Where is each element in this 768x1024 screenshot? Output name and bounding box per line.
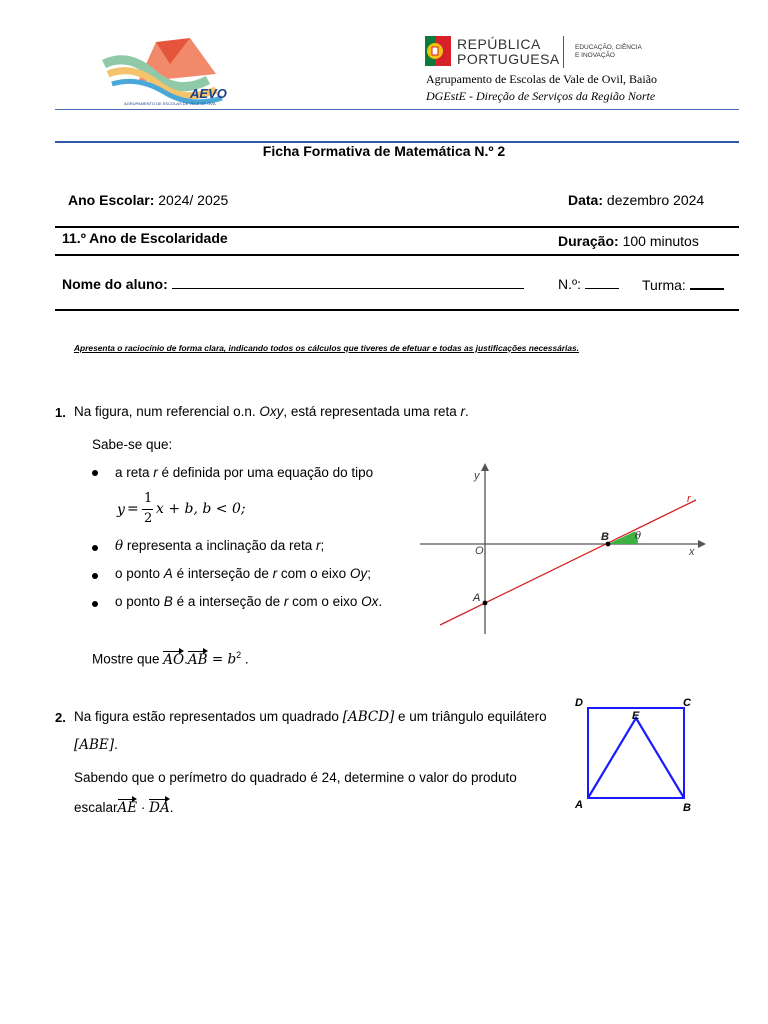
dot-op: . (184, 651, 188, 667)
q2-line-2 (74, 737, 118, 753)
b1-b: é definida por uma equação do tipo (157, 465, 374, 480)
q1-oxy: Oxy (259, 404, 284, 419)
republica-line1: REPÚBLICA (457, 36, 541, 52)
eq-denominator: 2 (144, 511, 153, 526)
q2-text-c: . (114, 737, 118, 752)
q2-abe: [ABE] (74, 737, 115, 753)
theta-angle (608, 531, 638, 544)
ano-escolar (68, 192, 228, 208)
b3-c: com o eixo (277, 566, 350, 581)
y-axis-label: y (474, 470, 480, 482)
aevo-logo-subtext: AGRUPAMENTO DE ESCOLAS DE VALE DE OVIL (124, 101, 217, 106)
q2-line-3: Sabendo que o perímetro do quadrado é 24, determine o valor do produto (74, 770, 517, 785)
numero-field[interactable] (558, 274, 619, 292)
data-value: dezembro 2024 (606, 192, 705, 208)
eq-numerator: 1 (144, 491, 153, 506)
b2-end: ; (320, 538, 325, 553)
vector-da: DA (149, 800, 170, 816)
vertex-e-label: E (632, 710, 640, 722)
republica-line2: PORTUGUESA (457, 51, 560, 67)
q2-text-a: Na figura estão representados um quadrado (74, 709, 343, 724)
dgeste-line: DGEstE - Direção de Serviços da Região Norte (426, 89, 656, 103)
point-a (483, 601, 488, 606)
turma-label: Turma: (642, 277, 686, 293)
header-divider (563, 36, 564, 68)
ano-escolar-label: Ano Escolar: (68, 192, 155, 208)
b1-r: r (153, 465, 158, 480)
y-axis-arrow (481, 463, 489, 471)
school-line: Agrupamento de Escolas de Vale de Ovil, Baião (426, 72, 658, 86)
vertex-c-label: C (683, 697, 691, 709)
q1-intro-text-2: , está representada uma reta (283, 404, 461, 419)
mostre-text: Mostre que (92, 651, 164, 667)
mostre-end: . (241, 651, 249, 667)
q1-mostre (92, 650, 249, 668)
b3-d: ; (367, 566, 371, 581)
data-field (568, 192, 704, 208)
b4-r: r (283, 594, 289, 609)
q1-bullet-4 (115, 594, 382, 609)
equals-b: = b (207, 651, 237, 668)
eq-rest: x + b, b < 0; (156, 501, 246, 517)
b4-b: é a interseção de (172, 594, 284, 609)
portugal-emblem (425, 36, 451, 66)
q1-intro (74, 404, 469, 419)
q1-bullet-2 (115, 538, 324, 554)
ano-escolar-value: 2024/ 2025 (158, 192, 229, 208)
bullet-1 (92, 470, 98, 476)
q2-figure (570, 693, 698, 818)
b3-A: A (163, 566, 173, 581)
turma-field[interactable] (642, 274, 724, 293)
q2-line-4 (74, 800, 173, 816)
triangle-abe (588, 718, 684, 798)
b3-b: é interseção de (172, 566, 273, 581)
turma-blank[interactable] (690, 274, 724, 290)
q1-sabe: Sabe-se que: (92, 437, 173, 452)
sheet-title: Ficha Formativa de Matemática N.º 2 (262, 143, 506, 159)
header-blue-rule (55, 109, 739, 110)
theta-label: θ (635, 531, 642, 542)
vertex-a-label: A (575, 799, 583, 811)
nome-label: Nome do aluno: (62, 276, 168, 292)
theta-symbol: θ (115, 538, 124, 554)
duracao-field (558, 233, 699, 249)
instruction: Apresenta o raciocínio de forma clara, indicando todos os cálculos que tiveres de efetuar e todas as justificações necessárias. (74, 343, 580, 353)
bullet-2 (92, 545, 98, 551)
b2-r: r (316, 538, 321, 553)
vertex-b-label: B (683, 802, 691, 814)
point-a-label: A (473, 592, 481, 604)
duracao-label: Duração: (558, 233, 619, 249)
x-axis-label: x (689, 546, 695, 558)
b3-a: o ponto (115, 566, 164, 581)
q2-line-1 (74, 709, 547, 725)
q1-intro-text: Na figura, num referencial o.n. (74, 404, 260, 419)
vector-ao: AO (163, 651, 185, 668)
nome-blank[interactable] (172, 274, 524, 289)
q2-end: . (169, 800, 174, 815)
bullet-4 (92, 601, 98, 607)
exponent-2: 2 (236, 650, 242, 660)
q1-bullet-1 (115, 465, 373, 480)
x-axis-arrow (698, 540, 706, 548)
nome-field[interactable] (62, 274, 524, 292)
eq-y: y (117, 502, 125, 518)
q1-figure (418, 460, 710, 635)
eq-equals: = (127, 501, 139, 517)
numero-blank[interactable] (585, 274, 619, 289)
q2-number: 2. (55, 710, 66, 725)
q1-r: r (460, 404, 465, 419)
b4-ox: Ox (361, 594, 379, 609)
rule-3 (55, 309, 739, 311)
q1-intro-end: . (464, 404, 469, 419)
b3-oy: Oy (349, 566, 368, 581)
rule-1 (55, 226, 739, 228)
point-b-label: B (601, 531, 609, 543)
b3-r: r (272, 566, 278, 581)
line-r (440, 500, 696, 625)
ministry-text: EDUCAÇÃO, CIÊNCIA E INOVAÇÃO (575, 44, 642, 59)
b4-a: o ponto (115, 594, 164, 609)
b4-c: com o eixo (288, 594, 362, 609)
b1-a: a reta (115, 465, 154, 480)
aevo-logo-text: AEVO (190, 86, 227, 101)
q2-abcd: [ABCD] (342, 709, 395, 725)
q2-cdot: · (137, 800, 150, 815)
rule-2 (55, 254, 739, 256)
duracao-value: 100 minutos (622, 233, 699, 249)
q2-escalar: escalar (74, 800, 118, 815)
b4-d: . (378, 594, 383, 609)
ano-escolaridade: 11.º Ano de Escolaridade (62, 230, 228, 246)
data-label: Data: (568, 192, 604, 208)
origin-label: O (475, 545, 484, 557)
q2-text-b: e um triângulo equilátero (394, 709, 547, 724)
q1-bullet-3 (115, 566, 371, 581)
q1-number: 1. (55, 405, 66, 420)
vertex-d-label: D (575, 697, 583, 709)
vector-ab: AB (187, 651, 208, 668)
b4-B: B (163, 594, 173, 609)
eq-fraction-bar (142, 509, 153, 510)
numero-label: N.º: (558, 276, 582, 292)
line-r-label: r (687, 493, 691, 505)
bullet-3 (92, 573, 98, 579)
vector-ae: AE (117, 800, 138, 816)
aevo-logo (98, 34, 228, 110)
b2-text: representa a inclinação da reta (123, 538, 317, 553)
